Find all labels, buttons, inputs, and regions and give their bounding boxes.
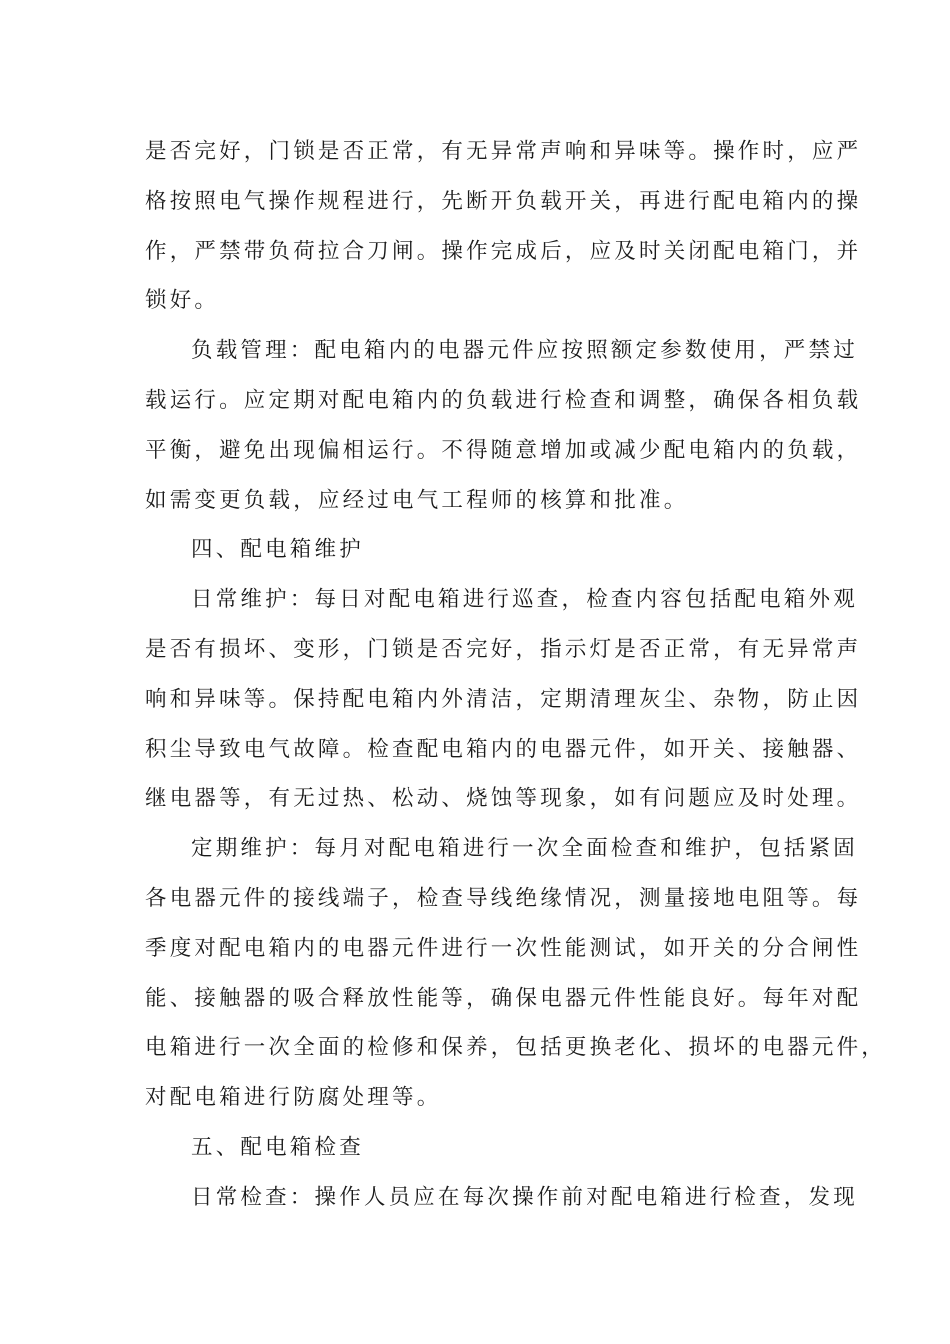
section-heading-5: 五、配电箱检查 — [191, 1134, 364, 1160]
document-page — [145, 127, 887, 1223]
text-line-20: 对配电箱进行防腐处理等。 — [145, 1085, 442, 1111]
text-line-5: 负载管理：配电箱内的电器元件应按照额定参数使用，严禁过 — [191, 338, 858, 364]
text-line-12: 响和异味等。保持配电箱内外清洁，定期清理灰尘、杂物，防止因 — [145, 686, 862, 712]
text-line-14: 继电器等，有无过热、松动、烧蚀等现象，如有问题应及时处理。 — [145, 786, 862, 812]
text-line-13: 积尘导致电气故障。检查配电箱内的电器元件，如开关、接触器、 — [145, 736, 862, 762]
text-line-18: 能、接触器的吸合释放性能等，确保电器元件性能良好。每年对配 — [145, 985, 862, 1011]
text-line-11: 是否有损坏、变形，门锁是否完好，指示灯是否正常，有无异常声 — [145, 636, 862, 662]
text-line-16: 各电器元件的接线端子，检查导线绝缘情况，测量接地电阻等。每 — [145, 885, 862, 911]
text-line-15: 定期维护：每月对配电箱进行一次全面检查和维护，包括紧固 — [191, 836, 858, 862]
text-line-1: 是否完好，门锁是否正常，有无异常声响和异味等。操作时，应严 — [145, 139, 862, 164]
text-line-6: 载运行。应定期对配电箱内的负载进行检查和调整，确保各相负载 — [145, 387, 862, 413]
text-line-4: 锁好。 — [145, 288, 220, 314]
text-line-22: 日常检查：操作人员应在每次操作前对配电箱进行检查，发现 — [191, 1184, 858, 1210]
text-line-2: 格按照电气操作规程进行，先断开负载开关，再进行配电箱内的操 — [145, 188, 862, 214]
text-line-17: 季度对配电箱内的电器元件进行一次性能测试，如开关的分合闸性 — [145, 935, 862, 961]
section-heading-4: 四、配电箱维护 — [191, 537, 364, 563]
text-line-8: 如需变更负载，应经过电气工程师的核算和批准。 — [145, 487, 689, 513]
text-line-3: 作，严禁带负荷拉合刀闸。操作完成后，应及时关闭配电箱门，并 — [145, 238, 862, 264]
text-line-7: 平衡，避免出现偏相运行。不得随意增加或减少配电箱内的负载， — [145, 437, 862, 463]
text-line-10: 日常维护：每日对配电箱进行巡查，检查内容包括配电箱外观 — [191, 587, 858, 613]
text-line-19: 电箱进行一次全面的检修和保养，包括更换老化、损坏的电器元件， — [145, 1035, 887, 1061]
